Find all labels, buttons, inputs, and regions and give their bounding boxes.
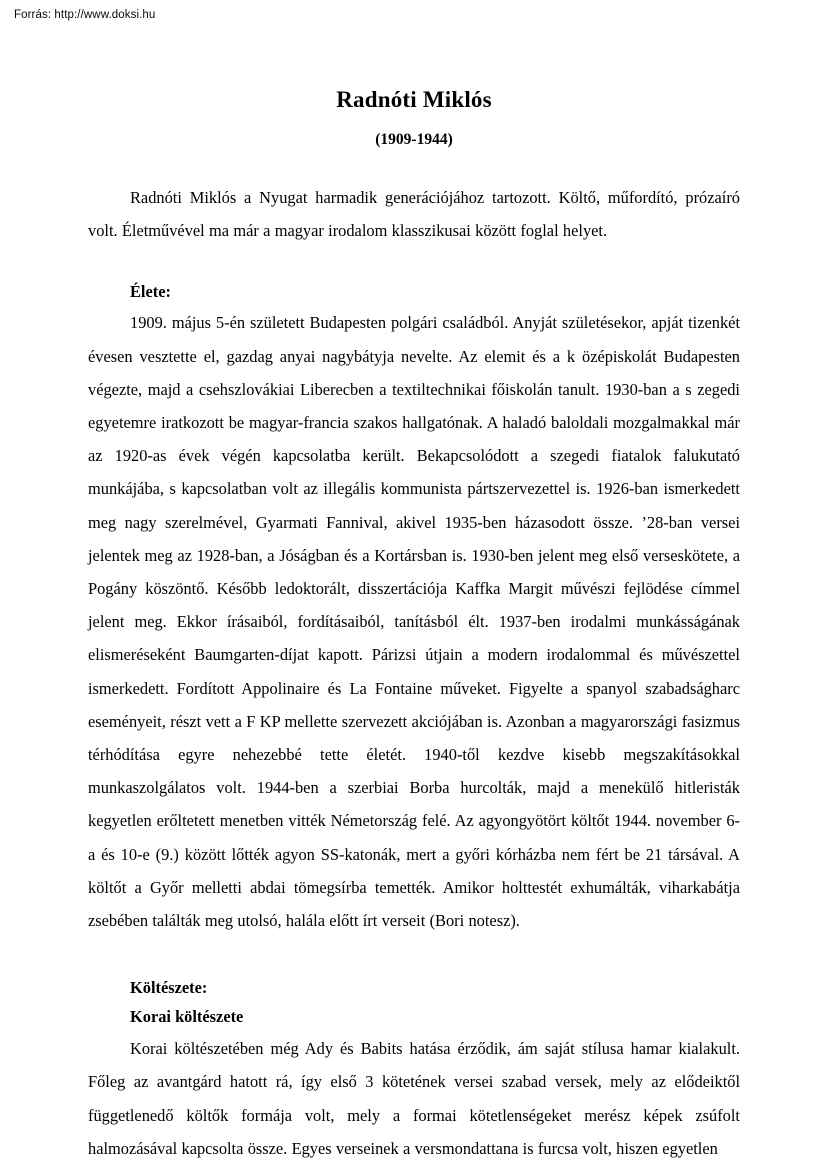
- page-title: Radnóti Miklós: [336, 87, 492, 112]
- spacer-before-life-section: [88, 247, 740, 277]
- source-watermark: Forrás: http://www.doksi.hu: [14, 9, 156, 21]
- spacer-after-subtitle: [88, 151, 740, 181]
- document-content: [88, 85, 740, 1165]
- page-subtitle: (1909-1944): [375, 131, 453, 148]
- early-poetry-paragraph: Korai költészetében még Ady és Babits hatása érződik, ám saját stílusa hamar kialakult. Főleg az avantgárd hatott rá, így első 3 kötetének versei szabad versek, mely az elődeiktől függetlenedő költők formája volt, mely a formai kötetlenségeket merész képek zsúfolt halmozásával kapcsolta össze. Egyes verseinek a versmondattana is furcsa volt, hiszen egyetlen: [88, 1039, 740, 1158]
- spacer-before-poetry-section: [88, 937, 740, 973]
- life-paragraph: 1909. május 5-én született Budapesten polgári családból. Anyját születésekor, apját tizenkét évesen vesztette el, gazdag anyai nagybátyja nevelte. Az elemit és a k özépiskolát Budapesten végezte, majd a csehszlovákiai Liberecben a textiltechnikai főiskolán tanult. 1930-ban a s zegedi egyetemre iratkozott be magyar-francia szakos hallgatónak. A haladó baloldali mozgalmakkal már az 1920-as évek végén kapcsolatba került. Bekapcsolódott a szegedi fiatalok falukutató munkájába, s kapcsolatban volt az illegális kommunista pártszervezettel is. 1926-ban ismerkedett meg nagy szerelmével, Gyarmati Fannival, akivel 1935-ben házasodott össze. ’28-ban versei jelentek meg az 1928-ban, a Jóságban és a Kortársban is. 1930-ben jelent meg első verseskötete, a Pogány köszöntő. Később ledoktorált, disszertációja Kaffka Margit művészi fejlödése címmel jelent meg. Ekkor írásaiból, fordításaiból, tanításból élt. 1937-ben irodalmi munkásságának elismeréseként Baumgarten-díjat kapott. Párizsi útjain a modern irodalommal és művészettel ismerkedett. Fordított Appolinaire és La Fontaine műveket. Figyelte a spanyol szabadságharc eseményeit, részt vett a F KP mellette szervezett akciójában is. Azonban a magyarországi fasizmus térhódítása egyre nehezebbé tette életét. 1940-től kezdve kisebb megszakításokkal munkaszolgálatos volt. 1944-ben a szerbiai Borba hurcolták, majd a menekülő hitleristák kegyetlen erőltetett menetben vitték Németország felé. Az agyongyötört költőt 1944. november 6-a és 10-e (9.) között lőtték agyon SS-katonák, mert a győri kórházba nem fért be 21 társával. A költőt a Győr melletti abdai tömegsírba temették. Amikor holttestét exhumálták, viharkabátja zsebében találták meg utolsó, halála előtt írt verseit (Bori notesz).: [88, 313, 740, 931]
- subsection-heading-early-poetry: Korai költészete: [130, 1007, 244, 1027]
- section-heading-poetry: Költészete:: [130, 978, 208, 998]
- section-heading-life: Élete:: [130, 282, 171, 302]
- intro-paragraph: Radnóti Miklós a Nyugat harmadik generációjához tartozott. Költő, műfordító, prózaíró volt. Életművével ma már a magyar irodalom klasszikusai között foglal helyet.: [88, 188, 740, 241]
